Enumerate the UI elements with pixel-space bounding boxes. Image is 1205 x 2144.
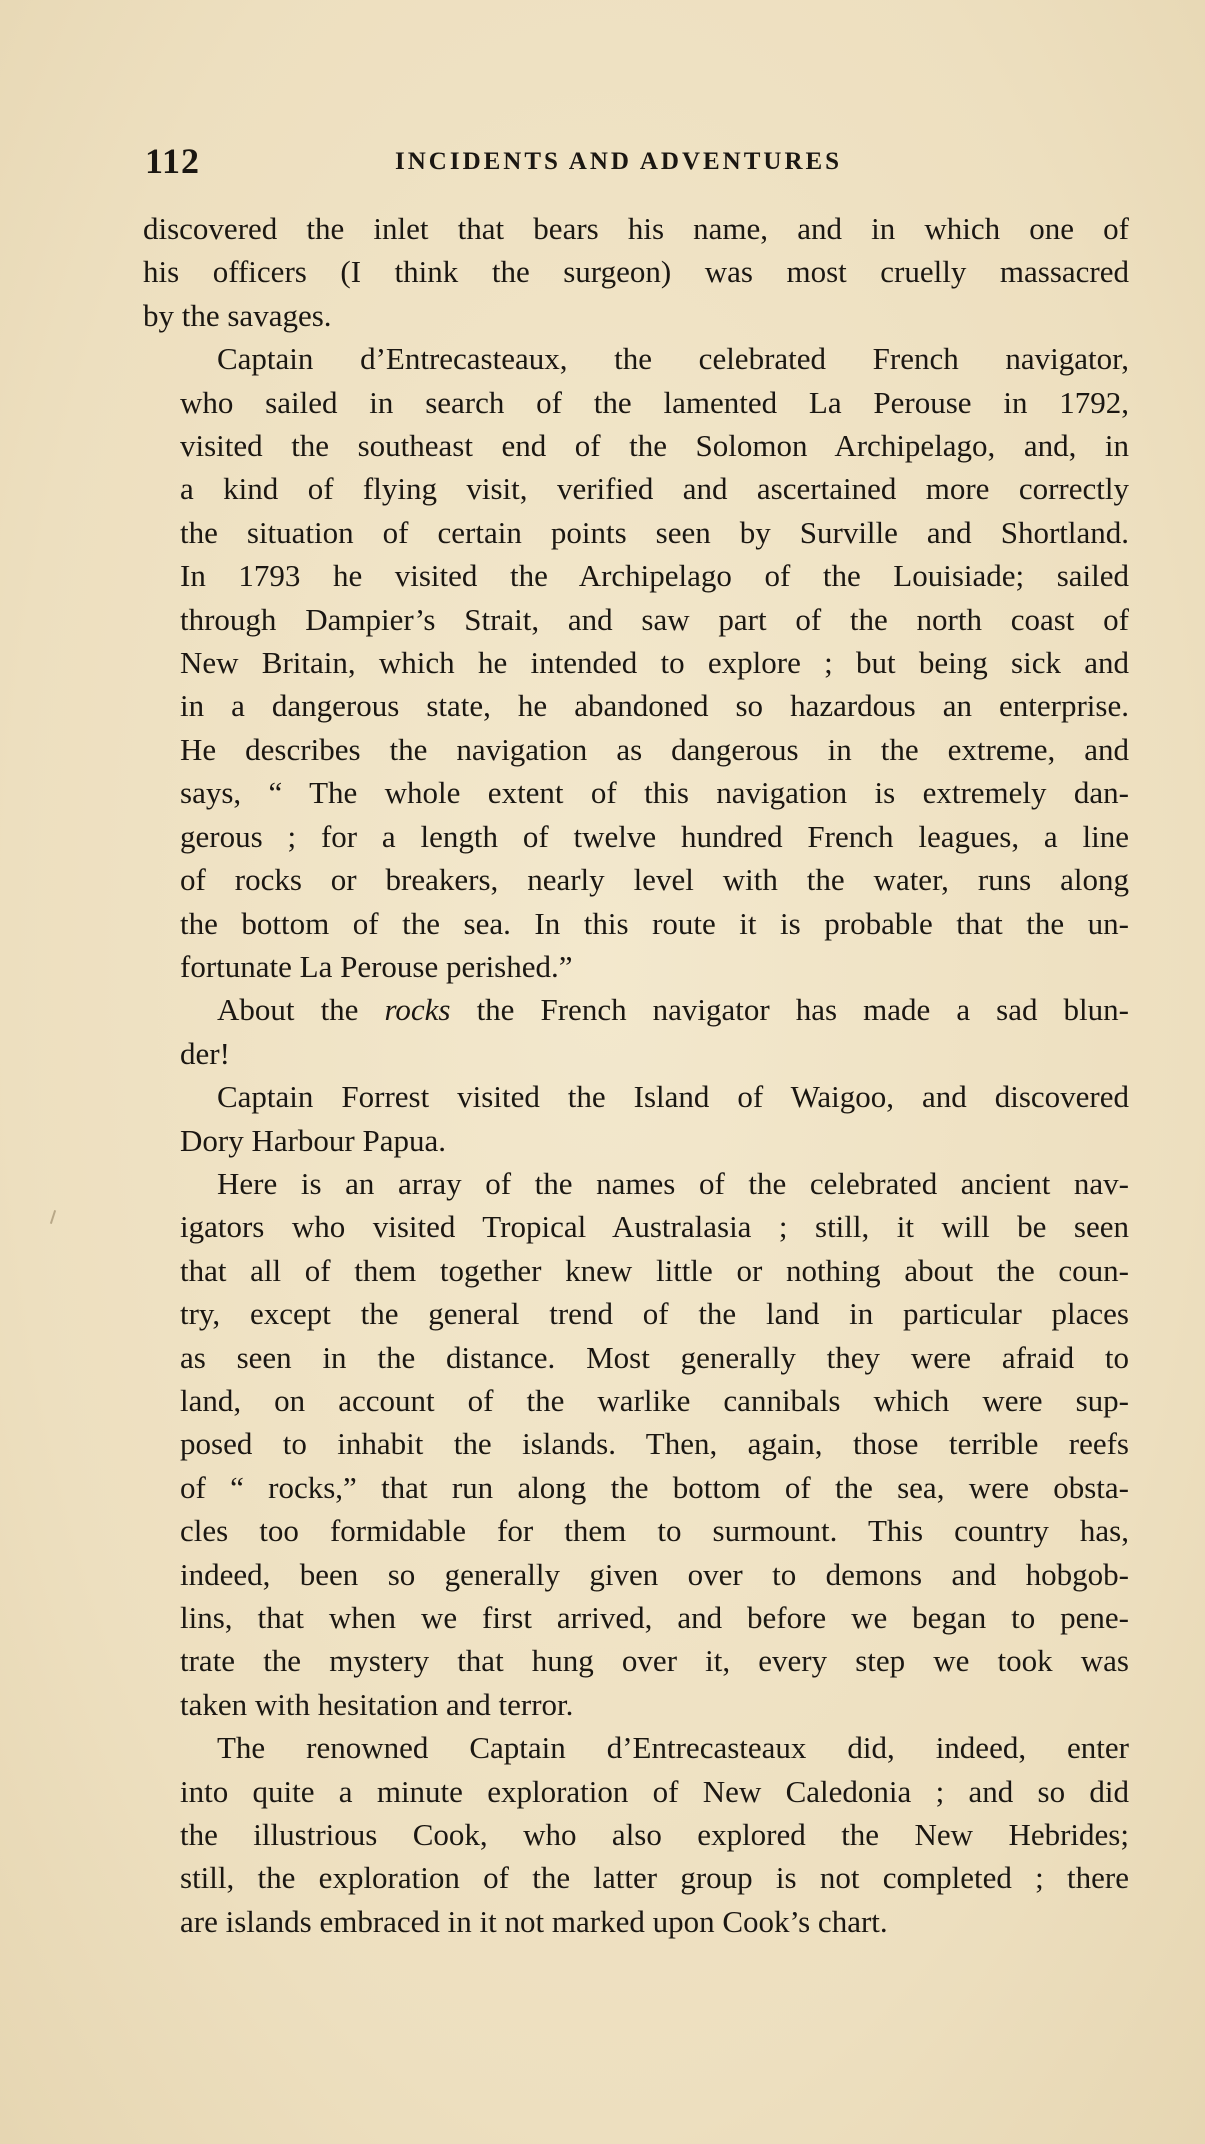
text-line: a kind of flying visit, verified and ascertained more correctly: [180, 471, 1129, 507]
text-line: land, on account of the warlike cannibals which were sup-: [180, 1382, 1129, 1418]
text-line: Here is an array of the names of the celebrated ancient nav-: [217, 1165, 1129, 1201]
text-line: The renowned Captain d’Entrecasteaux did, indeed, enter: [217, 1730, 1129, 1766]
running-title: INCIDENTS AND ADVENTURES: [395, 148, 843, 175]
text-line: the illustrious Cook, who also explored the New Hebrides;: [180, 1817, 1129, 1853]
paragraph: [143, 1726, 1129, 1943]
text-line: Captain Forrest visited the Island of Waigoo, and discovered: [217, 1079, 1129, 1115]
margin-speck: [50, 1210, 56, 1224]
text-line: fortunate La Perouse perished.”: [180, 948, 573, 984]
page-number: 112: [145, 141, 201, 181]
text-line: his officers (I think the surgeon) was most cruelly massacred: [143, 254, 1129, 290]
running-head: [145, 140, 885, 180]
text-line: lins, that when we first arrived, and before we began to pene-: [180, 1600, 1129, 1635]
text-line: that all of them together knew little or nothing about the coun-: [180, 1252, 1129, 1288]
text-line: into quite a minute exploration of New Caledonia ; and so did: [180, 1773, 1129, 1809]
text-line: Captain d’Entrecasteaux, the celebrated French navigator,: [217, 341, 1129, 377]
text-line: try, except the general trend of the land in particular places: [180, 1296, 1129, 1332]
text-line: cles too formidable for them to surmount. This country has,: [180, 1513, 1129, 1549]
text-line: [143, 988, 1129, 1031]
paragraph: [143, 337, 1129, 988]
paragraph: [143, 1075, 1129, 1162]
body-text: [143, 207, 1129, 1943]
text-line: still, the exploration of the latter group is not completed ; there: [180, 1860, 1129, 1896]
paragraph: [143, 988, 1129, 1075]
text-line: who sailed in search of the lamented La Perouse in 1792,: [180, 384, 1129, 420]
text-line: as seen in the distance. Most generally they were afraid to: [180, 1339, 1129, 1375]
paragraph-continued: [143, 207, 1129, 337]
text-line: indeed, been so generally given over to demons and hobgob-: [180, 1556, 1129, 1592]
text-line: trate the mystery that hung over it, every step we took was: [180, 1643, 1129, 1679]
text-line: taken with hesitation and terror.: [180, 1686, 574, 1722]
text-line: are islands embraced in it not marked upon Cook’s chart.: [180, 1903, 888, 1939]
text-line: says, “ The whole extent of this navigation is extremely dan-: [180, 775, 1129, 811]
text-line: New Britain, which he intended to explore ; but being sick and: [180, 645, 1129, 681]
text-line: Dory Harbour Papua.: [180, 1122, 447, 1158]
text-line: of “ rocks,” that run along the bottom of the sea, were obsta-: [180, 1469, 1129, 1505]
text-line: visited the southeast end of the Solomon Archipelago, and, in: [180, 428, 1129, 464]
text-line: gerous ; for a length of twelve hundred French leagues, a line: [180, 818, 1129, 854]
italic-word: rocks: [384, 992, 451, 1028]
text-line: in a dangerous state, he abandoned so hazardous an enterprise.: [180, 688, 1129, 724]
text-line: He describes the navigation as dangerous in the extreme, and: [180, 731, 1129, 767]
text-line: the bottom of the sea. In this route it is probable that the un-: [180, 905, 1129, 941]
text-line: of rocks or breakers, nearly level with the water, runs along: [180, 862, 1129, 898]
text-line: discovered the inlet that bears his name, and in which one of: [143, 211, 1129, 246]
text-line: igators who visited Tropical Australasia ; still, it will be seen: [180, 1209, 1129, 1245]
text-line: by the savages.: [143, 297, 332, 333]
paragraph: [143, 1162, 1129, 1726]
text-line: der!: [180, 1035, 230, 1071]
text-run: About the: [217, 992, 385, 1028]
text-line: In 1793 he visited the Archipelago of the Louisiade; sailed: [180, 558, 1129, 594]
text-run: the French navigator has made a sad blun-: [450, 992, 1129, 1028]
text-line: through Dampier’s Strait, and saw part of the north coast of: [180, 601, 1129, 637]
text-line: the situation of certain points seen by Surville and Shortland.: [180, 514, 1129, 550]
text-line: posed to inhabit the islands. Then, again, those terrible reefs: [180, 1426, 1129, 1462]
